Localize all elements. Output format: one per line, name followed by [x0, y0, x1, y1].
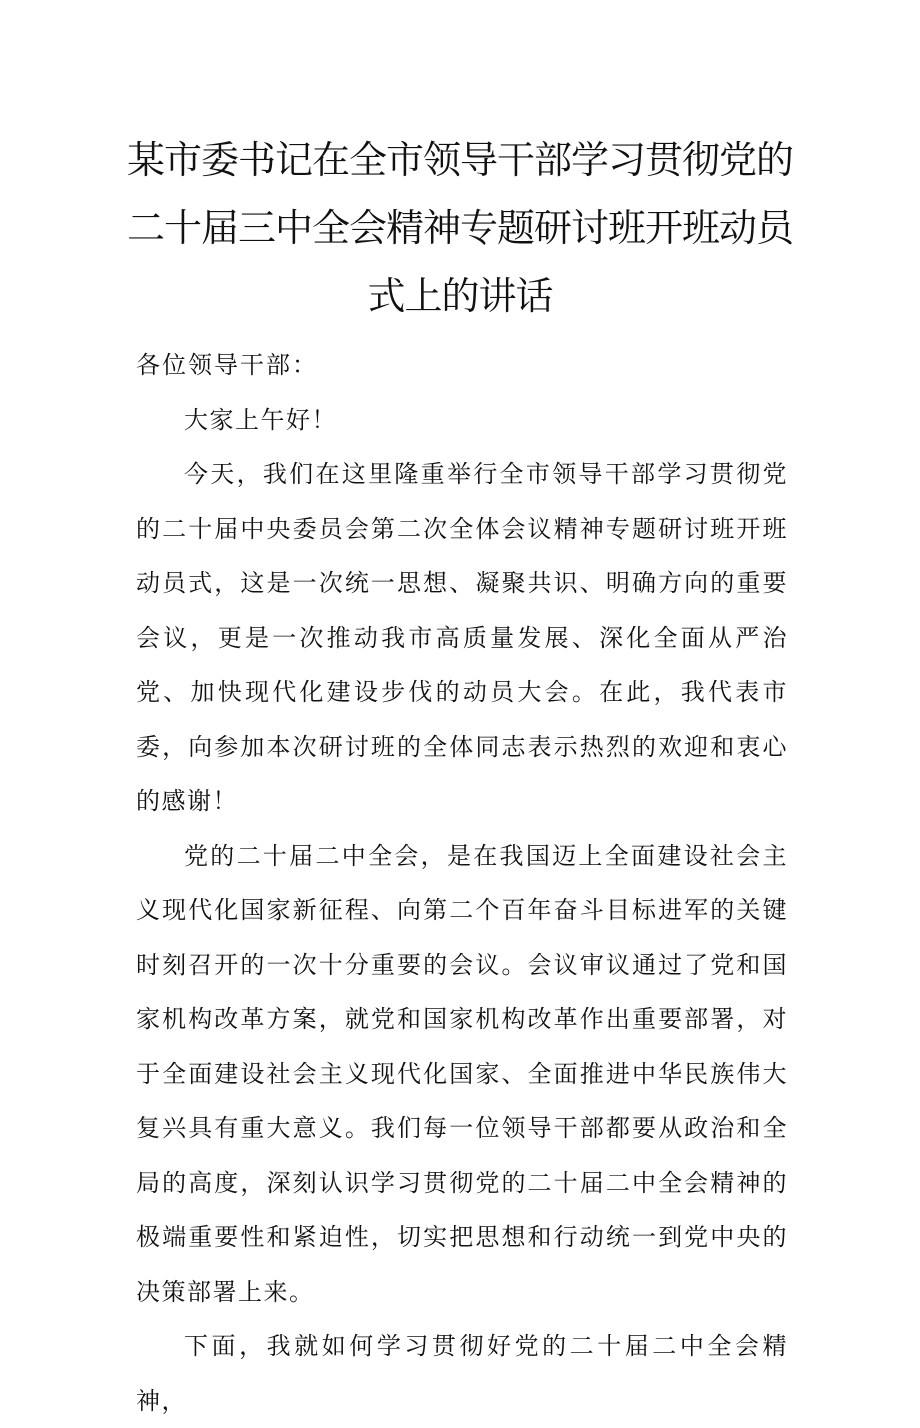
paragraph-transition: 下面，我就如何学习贯彻好党的二十届二中全会精神，	[136, 1332, 788, 1415]
paragraph-opening: 今天，我们在这里隆重举行全市领导干部学习贯彻党的二十届中央委员会第二次全体会议精神专题研讨班开班动员式，这是一次统一思想、凝聚共识、明确方向的重要会议，更是一次推动我市高质量发展、深化全面从严治党、加快现代化建设步伐的动员大会。在此，我代表市委，向参加本次研讨班的全体同志表示热烈的欢迎和衷心的感谢！	[136, 460, 788, 815]
document-title: 某市委书记在全市领导干部学习贯彻党的二十届三中全会精神专题研讨班开班动员式上的讲话	[126, 138, 793, 318]
document-body	[136, 338, 788, 1428]
salutation: 各位领导干部：	[136, 351, 318, 379]
paragraph-plenary-significance: 党的二十届二中全会，是在我国迈上全面建设社会主义现代化国家新征程、向第二个百年奋斗目标进军的关键时刻召开的一次十分重要的会议。会议审议通过了党和国家机构改革方案，就党和国家机构改革作出重要部署，对于全面建设社会主义现代化国家、全面推进中华民族伟大复兴具有重大意义。我们每一位领导干部都要从政治和全局的高度，深刻认识学习贯彻党的二十届二中全会精神的极端重要性和紧迫性，切实把思想和行动统一到党中央的决策部署上来。	[136, 841, 788, 1306]
paragraph-greeting: 大家上午好！	[184, 405, 337, 434]
